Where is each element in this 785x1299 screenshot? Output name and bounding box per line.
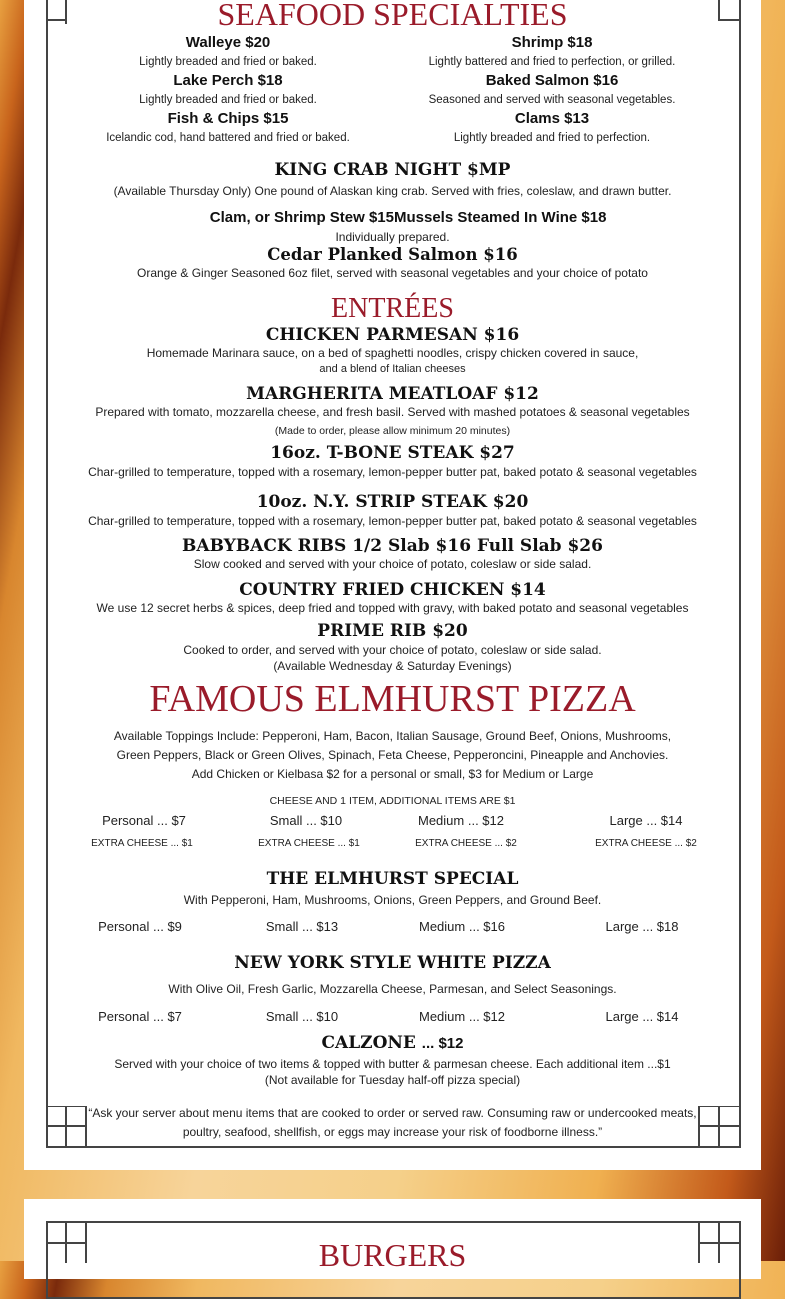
white-pizza-desc: With Olive Oil, Fresh Garlic, Mozzarella Cheese, Parmesan, and Select Seasonings. bbox=[168, 982, 617, 996]
disclaimer-line: poultry, seafood, shellfish, or eggs may increase your risk of foodborne illness.” bbox=[182, 1125, 603, 1139]
pizza-size-price: Medium ... $12 bbox=[419, 1009, 505, 1024]
entree-desc: Char-grilled to temperature, topped with a rosemary, lemon-pepper butter pat, baked potato & seasonal vegetables bbox=[88, 465, 697, 479]
entree-name: BABYBACK RIBS 1/2 Slab $16 Full Slab $26 bbox=[182, 536, 603, 556]
entree-desc: We use 12 secret herbs & spices, deep fried and topped with gravy, with baked potato and seasonal vegetables bbox=[96, 601, 689, 615]
pizza-size-price: Personal ... $9 bbox=[98, 919, 182, 934]
pizza-toppings-line: Green Peppers, Black or Green Olives, Spinach, Feta Cheese, Pepperoncini, Pineapple and Anchovies. bbox=[116, 748, 669, 762]
pizza-size-price: Medium ... $16 bbox=[419, 919, 505, 934]
pizza-cheese-note: CHEESE AND 1 ITEM, ADDITIONAL ITEMS ARE $1 bbox=[269, 795, 516, 807]
pizza-size-price: Small ... $10 bbox=[269, 813, 343, 828]
entree-desc: Char-grilled to temperature, topped with a rosemary, lemon-pepper butter pat, baked potato & seasonal vegetables bbox=[88, 514, 697, 528]
extra-cheese-price: EXTRA CHEESE ... $2 bbox=[595, 838, 697, 849]
entree-desc-2: and a blend of Italian cheeses bbox=[319, 363, 466, 375]
entree-desc: Prepared with tomato, mozzarella cheese, and fresh basil. Served with mashed potatoes & seasonal vegetables bbox=[95, 405, 690, 419]
menu-item-name: Lake Perch $18 bbox=[173, 72, 283, 89]
pizza-size-price: Personal ... $7 bbox=[98, 1009, 182, 1024]
entree-name: COUNTRY FRIED CHICKEN $14 bbox=[239, 580, 546, 600]
entree-name: 16oz. T-BONE STEAK $27 bbox=[270, 443, 515, 463]
mussels-name bbox=[394, 209, 634, 226]
menu-item-name: Walleye $20 bbox=[185, 34, 271, 51]
stew-desc: Individually prepared. bbox=[335, 230, 450, 244]
menu-item-desc: Icelandic cod, hand battered and fried or baked. bbox=[106, 132, 350, 144]
king-crab-name: KING CRAB NIGHT $MP bbox=[274, 160, 511, 180]
menu-page-1 bbox=[24, 0, 761, 1170]
menu-item-desc: Lightly breaded and fried to perfection. bbox=[453, 132, 651, 144]
entree-desc-2: (Made to order, please allow minimum 20 minutes) bbox=[274, 425, 511, 437]
mussels-label: Mussels Steamed In Wine $18 bbox=[394, 209, 607, 226]
pizza-size-price: Large ... $14 bbox=[609, 813, 683, 828]
calzone-desc: Served with your choice of two items & topped with butter & parmesan cheese. Each additional item ...$1 bbox=[114, 1057, 671, 1071]
calzone-desc-2: (Not available for Tuesday half-off pizza special) bbox=[264, 1073, 521, 1087]
burgers-title: BURGERS bbox=[318, 1237, 467, 1273]
entree-desc: Slow cooked and served with your choice of potato, coleslaw or side salad. bbox=[193, 557, 592, 571]
pizza-size-price: Small ... $10 bbox=[265, 1009, 339, 1024]
king-crab-desc: (Available Thursday Only) One pound of Alaskan king crab. Served with fries, coleslaw, and drawn butter. bbox=[113, 184, 672, 198]
pizza-toppings-line: Add Chicken or Kielbasa $2 for a personal or small, $3 for Medium or Large bbox=[191, 767, 594, 781]
cedar-salmon-desc: Orange & Ginger Seasoned 6oz filet, served with seasonal vegetables and your choice of potato bbox=[137, 266, 648, 280]
calzone-heading bbox=[24, 1033, 761, 1053]
seafood-title: SEAFOOD SPECIALTIES bbox=[217, 0, 568, 32]
menu-item-name: Fish & Chips $15 bbox=[167, 110, 289, 127]
elmhurst-special-name: THE ELMHURST SPECIAL bbox=[266, 869, 519, 889]
menu-item-desc: Lightly breaded and fried or baked. bbox=[139, 56, 317, 68]
entree-desc: Cooked to order, and served with your choice of potato, coleslaw or side salad. bbox=[183, 643, 602, 657]
seafood-left-column bbox=[84, 33, 372, 147]
calzone-price: ... $12 bbox=[421, 1035, 464, 1052]
menu-item-name: Baked Salmon $16 bbox=[485, 72, 619, 89]
pizza-size-price: Large ... $14 bbox=[605, 1009, 679, 1024]
elmhurst-special-desc: With Pepperoni, Ham, Mushrooms, Onions, Green Peppers, and Ground Beef. bbox=[183, 893, 602, 907]
entree-name: PRIME RIB $20 bbox=[317, 621, 468, 641]
pizza-size-price: Personal ... $7 bbox=[102, 813, 186, 828]
disclaimer-line: “Ask your server about menu items that are cooked to order or served raw. Consuming raw or undercooked meats, bbox=[88, 1106, 697, 1120]
menu-item-name: Shrimp $18 bbox=[511, 34, 593, 51]
pizza-title: FAMOUS ELMHURST PIZZA bbox=[149, 678, 636, 720]
menu-item-desc: Seasoned and served with seasonal vegetables. bbox=[428, 94, 676, 106]
pizza-size-price: Large ... $18 bbox=[605, 919, 679, 934]
stew-name bbox=[24, 209, 394, 226]
menu-page-2 bbox=[24, 1199, 761, 1279]
extra-cheese-price: EXTRA CHEESE ... $1 bbox=[91, 838, 193, 849]
entree-desc-2: (Available Wednesday & Saturday Evenings) bbox=[273, 659, 512, 673]
white-pizza-name: NEW YORK STYLE WHITE PIZZA bbox=[234, 953, 551, 973]
menu-item-name: Clams $13 bbox=[514, 110, 590, 127]
stew-label: Clam, or Shrimp Stew $15 bbox=[209, 209, 394, 226]
calzone-name: CALZONE bbox=[321, 1033, 416, 1053]
menu-item-desc: Lightly battered and fried to perfection, or grilled. bbox=[428, 56, 676, 68]
pizza-size-price: Medium ... $12 bbox=[418, 813, 504, 828]
entree-name: MARGHERITA MEATLOAF $12 bbox=[246, 384, 539, 404]
cedar-salmon-name: Cedar Planked Salmon $16 bbox=[267, 245, 518, 264]
extra-cheese-price: EXTRA CHEESE ... $1 bbox=[258, 838, 360, 849]
entrees-title: ENTRÉES bbox=[331, 293, 454, 324]
seafood-right-column bbox=[404, 33, 700, 147]
entree-name: CHICKEN PARMESAN $16 bbox=[265, 325, 520, 345]
pizza-toppings-line: Available Toppings Include: Pepperoni, Ham, Bacon, Italian Sausage, Ground Beef, Onions, Mushrooms, bbox=[113, 729, 672, 743]
entree-desc: Homemade Marinara sauce, on a bed of spaghetti noodles, crispy chicken covered in sauce, bbox=[146, 346, 639, 360]
extra-cheese-price: EXTRA CHEESE ... $2 bbox=[415, 838, 517, 849]
menu-item-desc: Lightly breaded and fried or baked. bbox=[139, 94, 317, 106]
pizza-size-price: Small ... $13 bbox=[265, 919, 339, 934]
entree-name: 10oz. N.Y. STRIP STEAK $20 bbox=[256, 492, 529, 512]
